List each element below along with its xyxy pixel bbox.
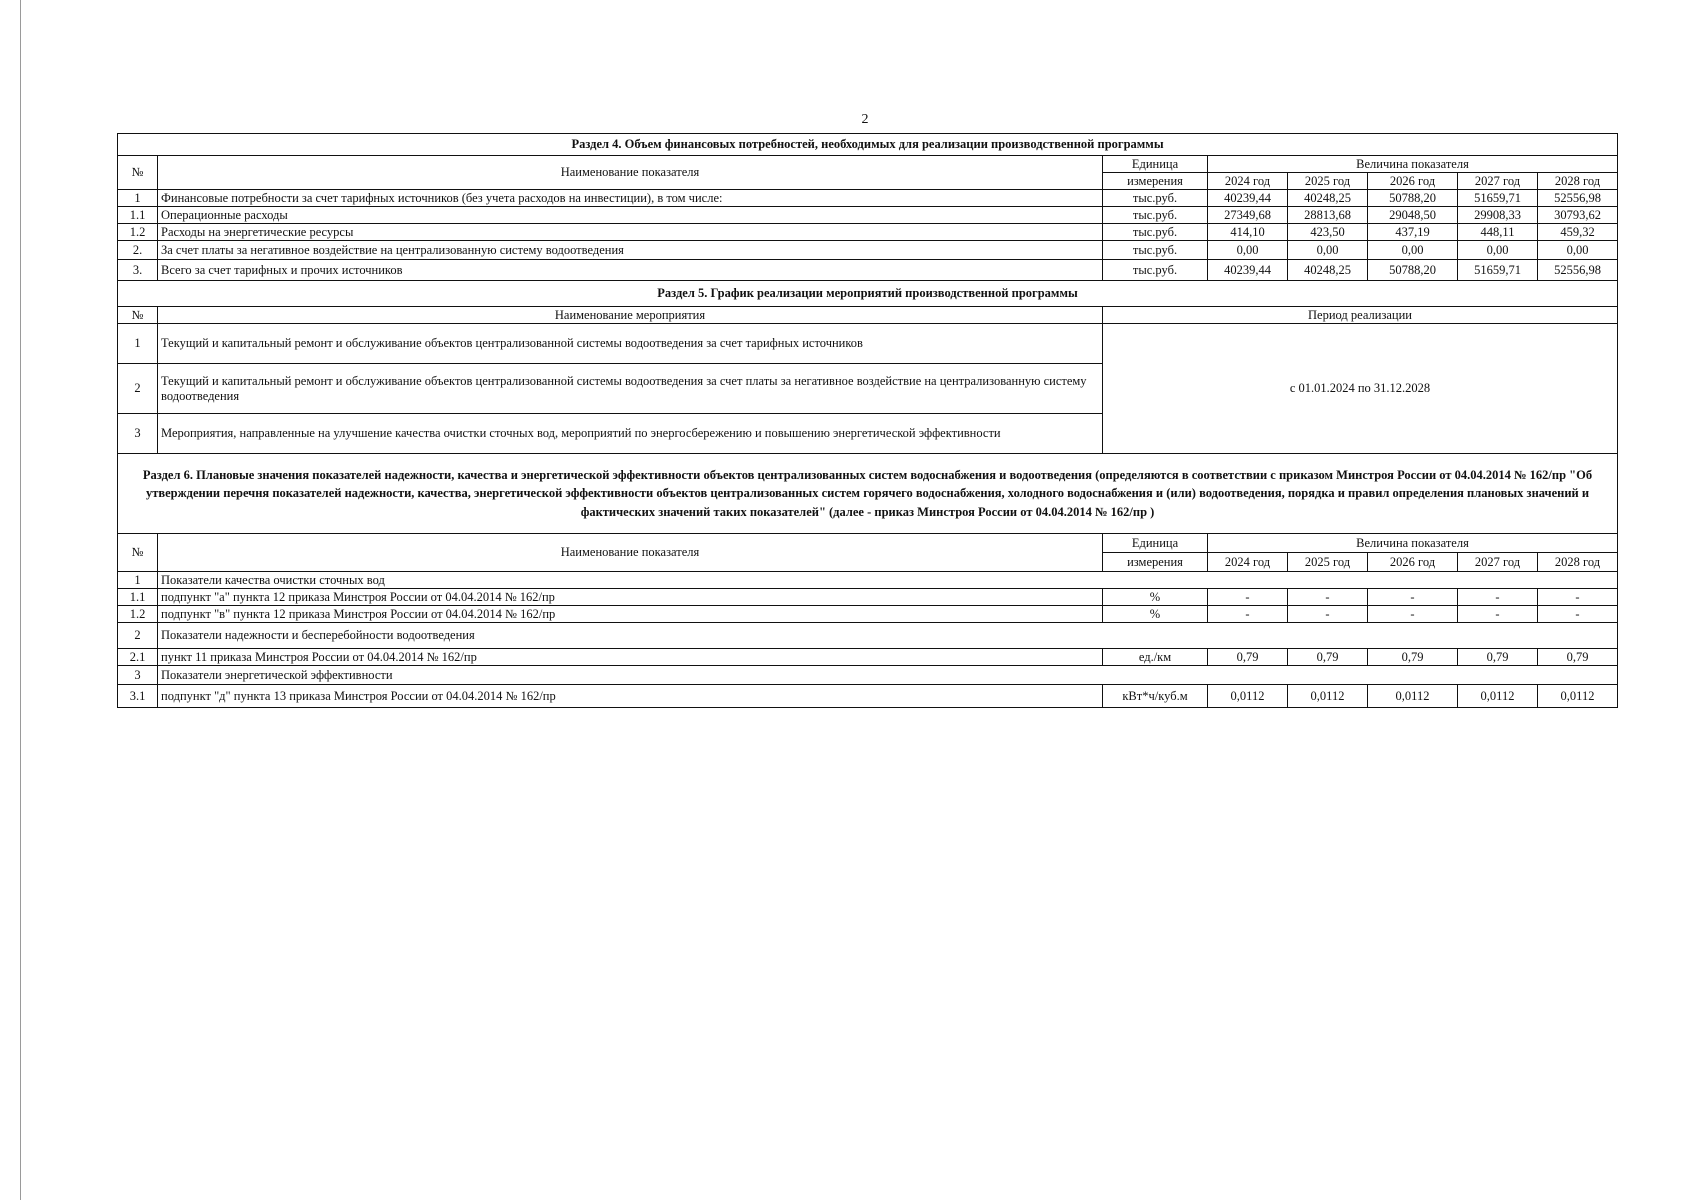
row-no: 2 <box>118 364 158 414</box>
table-row <box>118 606 1618 623</box>
row-no: 1.1 <box>118 589 158 606</box>
row-no: 3 <box>118 414 158 454</box>
table-row <box>118 241 1618 260</box>
value-cell: 0,79 <box>1368 649 1458 666</box>
value-cell: - <box>1368 589 1458 606</box>
row-no: 1.2 <box>118 224 158 241</box>
value-cell: 0,00 <box>1208 241 1288 260</box>
s4-year-2025: 2025 год <box>1288 173 1368 190</box>
row-unit: тыс.руб. <box>1103 224 1208 241</box>
value-cell: 423,50 <box>1288 224 1368 241</box>
value-cell: - <box>1458 589 1538 606</box>
s6-year-2025: 2025 год <box>1288 553 1368 572</box>
value-cell: 0,79 <box>1538 649 1618 666</box>
row-name: подпункт "в" пункта 12 приказа Минстроя России от 04.04.2014 № 162/пр <box>158 606 1103 623</box>
table-row <box>118 572 1618 589</box>
s6-header-name: Наименование показателя <box>158 534 1103 572</box>
table-row <box>118 649 1618 666</box>
value-cell: 30793,62 <box>1538 207 1618 224</box>
table-row <box>118 324 1618 364</box>
s6-header-unit-line1: Единица <box>1103 534 1208 553</box>
row-name: Операционные расходы <box>158 207 1103 224</box>
row-name: Расходы на энергетические ресурсы <box>158 224 1103 241</box>
s4-header-no: № <box>118 156 158 190</box>
row-unit: % <box>1103 606 1208 623</box>
s4-year-2027: 2027 год <box>1458 173 1538 190</box>
s6-header-no: № <box>118 534 158 572</box>
row-no: 2. <box>118 241 158 260</box>
value-cell: 437,19 <box>1368 224 1458 241</box>
row-name: Финансовые потребности за счет тарифных источников (без учета расходов на инвестиции), в том числе: <box>158 190 1103 207</box>
row-name: Мероприятия, направленные на улучшение качества очистки сточных вод, мероприятий по энергосбережению и повышению энергетической эффективности <box>158 414 1103 454</box>
s4-header-unit-line1: Единица <box>1103 156 1208 173</box>
row-no: 3. <box>118 260 158 281</box>
row-no: 3.1 <box>118 685 158 708</box>
table-row <box>118 623 1618 649</box>
value-cell: 0,0112 <box>1458 685 1538 708</box>
group-name: Показатели качества очистки сточных вод <box>158 572 1618 589</box>
row-no: 1 <box>118 324 158 364</box>
value-cell: 0,79 <box>1208 649 1288 666</box>
value-cell: 52556,98 <box>1538 260 1618 281</box>
value-cell: 448,11 <box>1458 224 1538 241</box>
value-cell: 459,32 <box>1538 224 1618 241</box>
value-cell: 50788,20 <box>1368 190 1458 207</box>
s5-header-name: Наименование мероприятия <box>158 307 1103 324</box>
value-cell: 414,10 <box>1208 224 1288 241</box>
s6-year-2026: 2026 год <box>1368 553 1458 572</box>
row-unit: тыс.руб. <box>1103 207 1208 224</box>
row-name: Текущий и капитальный ремонт и обслуживание объектов централизованной системы водоотведения за счет платы за негативное воздействие на централизованную систему водоотведения <box>158 364 1103 414</box>
value-cell: - <box>1288 589 1368 606</box>
row-name: Всего за счет тарифных и прочих источников <box>158 260 1103 281</box>
row-name: подпункт "а" пункта 12 приказа Минстроя России от 04.04.2014 № 162/пр <box>158 589 1103 606</box>
value-cell: 0,0112 <box>1368 685 1458 708</box>
group-name: Показатели энергетической эффективности <box>158 666 1618 685</box>
implementation-period: с 01.01.2024 по 31.12.2028 <box>1103 324 1618 454</box>
value-cell: 0,0112 <box>1288 685 1368 708</box>
production-program-table <box>117 133 1618 708</box>
value-cell: 0,00 <box>1288 241 1368 260</box>
group-name: Показатели надежности и бесперебойности водоотведения <box>158 623 1618 649</box>
table-row <box>118 190 1618 207</box>
s4-year-2024: 2024 год <box>1208 173 1288 190</box>
row-unit: тыс.руб. <box>1103 260 1208 281</box>
value-cell: - <box>1288 606 1368 623</box>
value-cell: 0,00 <box>1368 241 1458 260</box>
row-unit: % <box>1103 589 1208 606</box>
table-row <box>118 685 1618 708</box>
s6-header-unit-line2: измерения <box>1103 553 1208 572</box>
value-cell: - <box>1208 606 1288 623</box>
value-cell: 0,0112 <box>1208 685 1288 708</box>
row-unit: тыс.руб. <box>1103 190 1208 207</box>
value-cell: 28813,68 <box>1288 207 1368 224</box>
row-name: Текущий и капитальный ремонт и обслуживание объектов централизованной системы водоотведения за счет тарифных источников <box>158 324 1103 364</box>
scan-edge-line <box>20 0 21 1200</box>
value-cell: 29048,50 <box>1368 207 1458 224</box>
value-cell: 0,00 <box>1538 241 1618 260</box>
value-cell: 51659,71 <box>1458 190 1538 207</box>
value-cell: 0,79 <box>1458 649 1538 666</box>
section4-title: Раздел 4. Объем финансовых потребностей, необходимых для реализации производственной программы <box>118 134 1618 156</box>
row-name: пункт 11 приказа Минстроя России от 04.04.2014 № 162/пр <box>158 649 1103 666</box>
row-no: 3 <box>118 666 158 685</box>
row-name: За счет платы за негативное воздействие на централизованную систему водоотведения <box>158 241 1103 260</box>
value-cell: - <box>1368 606 1458 623</box>
s5-header-period: Период реализации <box>1103 307 1618 324</box>
page-number: 2 <box>861 112 869 127</box>
table-row <box>118 589 1618 606</box>
s6-year-2027: 2027 год <box>1458 553 1538 572</box>
table-row <box>118 207 1618 224</box>
s4-year-2028: 2028 год <box>1538 173 1618 190</box>
table-row <box>118 260 1618 281</box>
s4-header-value: Величина показателя <box>1208 156 1618 173</box>
s6-year-2024: 2024 год <box>1208 553 1288 572</box>
value-cell: 0,0112 <box>1538 685 1618 708</box>
table-row <box>118 666 1618 685</box>
value-cell: - <box>1458 606 1538 623</box>
value-cell: 29908,33 <box>1458 207 1538 224</box>
s5-header-no: № <box>118 307 158 324</box>
row-unit: кВт*ч/куб.м <box>1103 685 1208 708</box>
s4-header-unit-line2: измерения <box>1103 173 1208 190</box>
value-cell: - <box>1208 589 1288 606</box>
row-name: подпункт "д" пункта 13 приказа Минстроя России от 04.04.2014 № 162/пр <box>158 685 1103 708</box>
s6-year-2028: 2028 год <box>1538 553 1618 572</box>
row-unit: тыс.руб. <box>1103 241 1208 260</box>
value-cell: 0,79 <box>1288 649 1368 666</box>
row-unit: ед./км <box>1103 649 1208 666</box>
value-cell: 40239,44 <box>1208 190 1288 207</box>
value-cell: 40248,25 <box>1288 190 1368 207</box>
section5-title: Раздел 5. График реализации мероприятий производственной программы <box>118 281 1618 307</box>
table-row <box>118 224 1618 241</box>
value-cell: 40239,44 <box>1208 260 1288 281</box>
row-no: 1 <box>118 572 158 589</box>
row-no: 1.2 <box>118 606 158 623</box>
s4-header-name: Наименование показателя <box>158 156 1103 190</box>
value-cell: 50788,20 <box>1368 260 1458 281</box>
section6-title: Раздел 6. Плановые значения показателей надежности, качества и энергетической эффективности объектов централизованных систем водоснабжения и водоотведения (определяются в соответствии с приказом Минстроя России от 04.04.2014 № 162/пр "Об утверждении перечня показателей надежности, качества, энергетической эффективности объектов централизованных систем горячего водоснабжения, холодного водоснабжения и (или) водоотведения, порядка и правил определения плановых значений и фактических значений таких показателей" (далее - приказ Минстроя России от 04.04.2014 № 162/пр ) <box>118 454 1618 534</box>
row-no: 1.1 <box>118 207 158 224</box>
s4-year-2026: 2026 год <box>1368 173 1458 190</box>
row-no: 2.1 <box>118 649 158 666</box>
value-cell: 51659,71 <box>1458 260 1538 281</box>
value-cell: 40248,25 <box>1288 260 1368 281</box>
s6-header-value: Величина показателя <box>1208 534 1618 553</box>
value-cell: 52556,98 <box>1538 190 1618 207</box>
value-cell: - <box>1538 589 1618 606</box>
row-no: 1 <box>118 190 158 207</box>
value-cell: 27349,68 <box>1208 207 1288 224</box>
value-cell: 0,00 <box>1458 241 1538 260</box>
row-no: 2 <box>118 623 158 649</box>
value-cell: - <box>1538 606 1618 623</box>
